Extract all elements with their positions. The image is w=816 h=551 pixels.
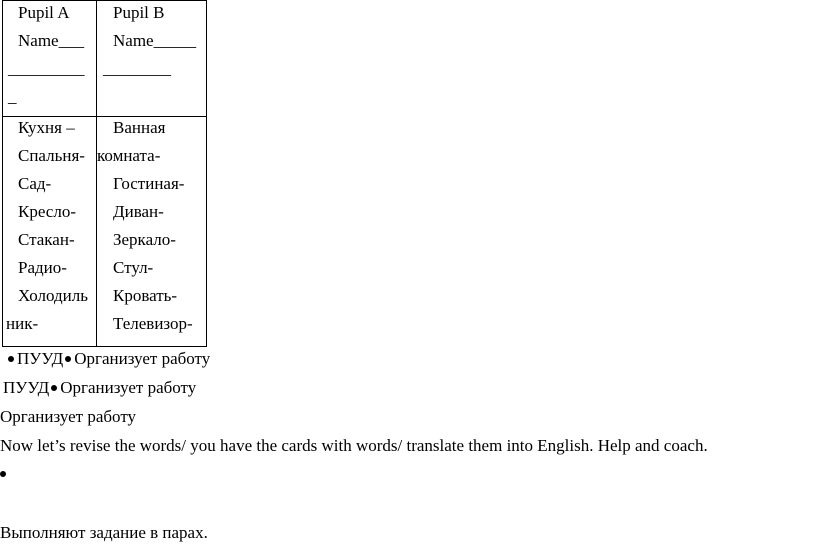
pupil-a-word: Спальня- — [18, 146, 85, 165]
pupil-a-word: ник- — [6, 314, 39, 333]
bullet-icon — [8, 356, 14, 362]
table-row-divider — [3, 116, 206, 117]
pupil-b-word: Кровать- — [113, 286, 178, 305]
puud-text: Организует работу — [74, 349, 211, 368]
pupil-b-title: Pupil B — [113, 3, 165, 22]
pupil-b-name-field: Name_____ — [113, 31, 197, 50]
puud-line-1 — [8, 348, 210, 370]
pupil-a-word: Холодиль — [18, 286, 88, 305]
pupil-a-word: Кухня – — [18, 118, 75, 137]
pupil-b-word: Стул- — [113, 258, 154, 277]
table-column-divider — [96, 1, 97, 346]
pupil-b-word: комната- — [97, 146, 161, 165]
puud-label: ПУУД — [3, 378, 50, 397]
empty-bullet-line — [0, 463, 9, 485]
word-cards-table — [2, 0, 207, 347]
pupil-b-word: Телевизор- — [113, 314, 193, 333]
pupil-b-word: Гостиная- — [113, 174, 185, 193]
pupil-b-blank-line: ________ — [103, 59, 171, 78]
pair-work-line: Выполняют задание в парах. — [0, 523, 208, 542]
pupil-a-blank-line: _________ — [8, 59, 85, 78]
bullet-icon — [51, 385, 57, 391]
organize-line: Организует работу — [0, 407, 137, 426]
bullet-icon — [65, 356, 71, 362]
puud-text: Организует работу — [60, 378, 197, 397]
puud-label: ПУУД — [17, 349, 64, 368]
instruction-line: Now let’s revise the words/ you have the cards with words/ translate them into English. Help and coach. — [0, 436, 708, 455]
pupil-a-title: Pupil A — [18, 3, 70, 22]
pupil-b-word: Зеркало- — [113, 230, 176, 249]
pupil-a-word: Кресло- — [18, 202, 76, 221]
pupil-b-word: Диван- — [113, 202, 164, 221]
pupil-a-word: Стакан- — [18, 230, 75, 249]
bullet-icon — [0, 471, 6, 477]
pupil-a-blank-line-end: _ — [8, 87, 17, 106]
pupil-a-name-field: Name___ — [18, 31, 85, 50]
puud-line-2 — [3, 377, 196, 399]
pupil-a-word: Сад- — [18, 174, 52, 193]
pupil-a-word: Радио- — [18, 258, 67, 277]
pupil-b-word: Ванная — [113, 118, 166, 137]
